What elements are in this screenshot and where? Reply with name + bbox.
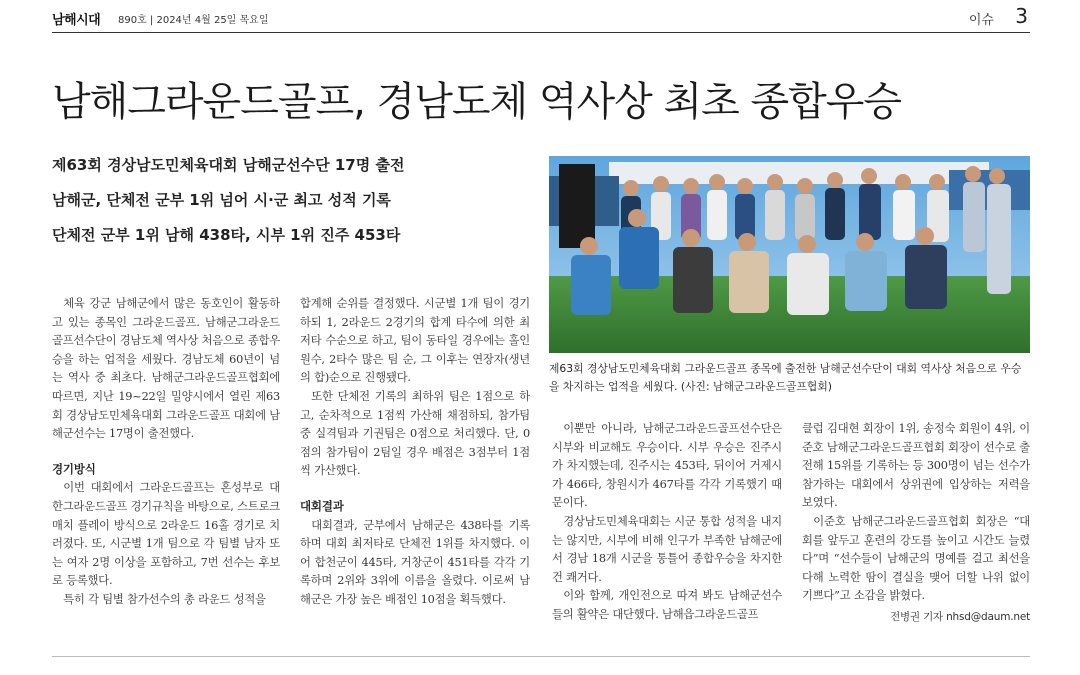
paragraph: 합계해 순위를 결정했다. 시군별 1개 팀이 경기하되 1, 2라운드 2경기의 합계 타수에 의한 최저타 수순으로 하고, 팀이 동타일 경우에는 홀인원수, 2타수 많은 팀 순, 그 이후는 연장자(생년의 합)순으로 진행됐다. bbox=[300, 297, 530, 385]
newspaper-logo: 남해시대 bbox=[52, 13, 101, 28]
reporter-byline: 전병권 기자 nhsd@daum.net bbox=[890, 610, 1030, 623]
paragraph: 체육 강군 남해군에서 많은 동호인이 활동하고 있는 종목인 그라운드골프. 남해군그라운드골프선수단이 경남도체 역사상 처음으로 종합우승을 하는 업적을 세웠다. 경남도체 60년이 넘는 역사 중 최초다. 남해군그라운드골프협회에 따르면, 지난 19~22일 밀양시에서 열린 제63회 경상남도민체육대회 그라운드골프 대회에 남해군선수는 17명이 출전했다. bbox=[52, 297, 280, 441]
paragraph: 이뿐만 아니라, 남해군그라운드골프선수단은 시부와 비교해도 우승이다. 시부 우승은 진주시가 차지했는데, 진주시는 453타, 뒤이어 거제시가 466타, 창원시가 467타를 각각 기록했기 때문이다. bbox=[552, 422, 782, 510]
paragraph: 또한 단체전 기록의 최하위 팀은 1점으로 하고, 순차적으로 1점씩 가산해 채점하되, 참가팀 중 실격팀과 기권팀은 0점으로 처리했다. 단, 0점의 참가팀이 2팀일 경우 배점은 3점부터 1점씩 가산했다. bbox=[300, 389, 530, 478]
team-photo bbox=[549, 156, 1030, 353]
issue-date-info: 890호 | 2024년 4월 25일 목요일 bbox=[118, 15, 269, 26]
subhead-3: 단체전 군부 1위 남해 438타, 시부 1위 진주 453타 bbox=[52, 226, 401, 244]
photo-caption: 제63회 경상남도민체육대회 그라운드골프 종목에 출전한 남해군선수단이 대회 역사상 처음으로 우승을 차지하는 업적을 세웠다. (사진: 남해군그라운드골프협회) bbox=[549, 362, 1022, 393]
section-heading-format: 경기방식 bbox=[52, 461, 96, 476]
masthead bbox=[52, 6, 1030, 32]
bottom-divider bbox=[52, 656, 1030, 657]
paragraph: 특히 각 팀별 참가선수의 총 라운드 성적을 bbox=[63, 592, 266, 606]
body-column-3 bbox=[552, 420, 782, 625]
article-headline: 남해그라운드골프, 경남도체 역사상 최초 종합우승 bbox=[52, 79, 902, 125]
body-column-2 bbox=[300, 295, 530, 610]
paragraph: 이번 대회에서 그라운드골프는 혼성부로 대한그라운드골프 경기규칙을 바탕으로, 스트로크 매치 플레이 방식으로 2라운드 16홀 경기로 치러졌다. 또, 시군별 1개 팀으로 각 팀별 남자 또는 여자 2명 이상을 포함하고, 7번 선수는 후보로 등록했다. bbox=[52, 481, 280, 588]
paragraph: 경상남도민체육대회는 시군 통합 성적을 내지는 않지만, 시부에 비해 인구가 부족한 남해군에서 경남 18개 시군을 통틀어 종합우승을 차지한 건 쾌거다. bbox=[552, 514, 782, 584]
paragraph: 이준호 남해군그라운드골프협회 회장은 “대회를 앞두고 훈련의 강도를 높이고 시간도 늘렸다”며 “선수들이 남해군의 명예를 걸고 최선을 다해 노력한 땀이 결실을 맺어 더할 나위 없이 기쁘다”고 소감을 밝혔다. bbox=[802, 514, 1030, 603]
team-photo-illustration bbox=[549, 156, 1030, 353]
subhead-2: 남해군, 단체전 군부 1위 넘어 시·군 최고 성적 기록 bbox=[52, 191, 391, 209]
article-subheads bbox=[52, 155, 532, 260]
paragraph: 이와 함께, 개인전으로 따져 봐도 남해군선수들의 활약은 대단했다. 남해읍그라운드골프 bbox=[552, 589, 782, 621]
body-column-4 bbox=[802, 420, 1030, 627]
top-divider bbox=[52, 32, 1030, 33]
body-column-1 bbox=[52, 295, 280, 610]
page-number: 3 bbox=[1015, 4, 1028, 28]
paragraph: 대회결과, 군부에서 남해군은 438타를 기록하며 대회 최저타로 단체전 1위를 차지했다. 이어 합천군이 445타, 거창군이 451타를 각각 기록하며 2위와 3위에 이름을 올렸다. 이로써 남해군은 가장 높은 배점인 10점을 획득했다. bbox=[300, 518, 530, 606]
paragraph: 클럽 김대현 회장이 1위, 송정숙 회원이 4위, 이준호 남해군그라운드골프협회 회장이 선수로 출전해 15위를 기록하는 등 300명이 넘는 선수가 참가하는 대회에서 상위권에 입상하는 저력을 보였다. bbox=[802, 422, 1030, 510]
subhead-1: 제63회 경상남도민체육대회 남해군선수단 17명 출전 bbox=[52, 156, 405, 174]
section-name: 이슈 bbox=[968, 13, 994, 28]
section-heading-results: 대회결과 bbox=[300, 498, 344, 513]
